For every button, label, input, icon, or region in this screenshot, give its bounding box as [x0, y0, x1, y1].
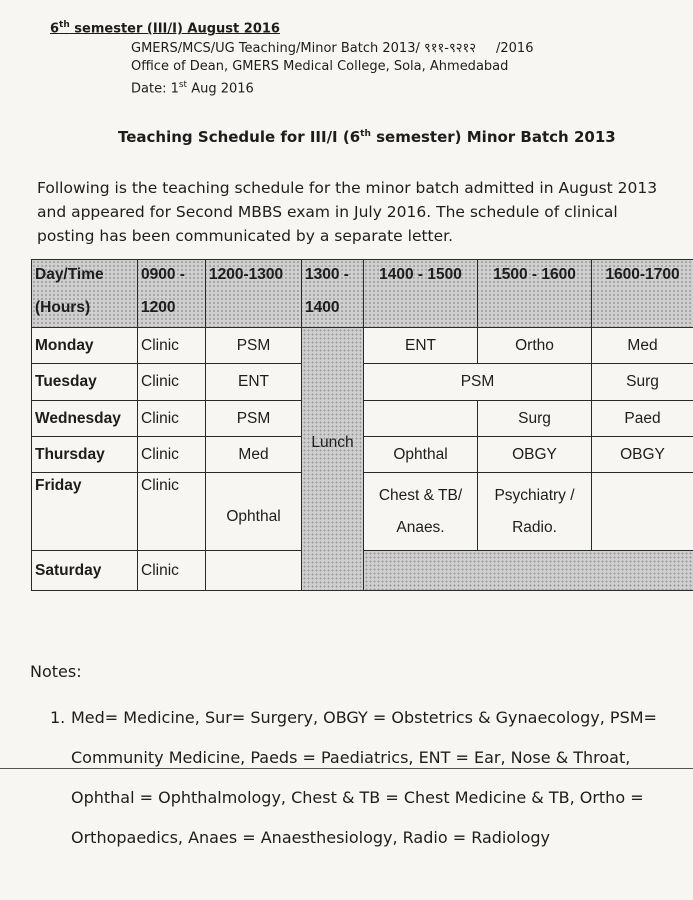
table-cell: Clinic — [138, 473, 206, 551]
header-cell: 1600-1700 — [592, 260, 693, 290]
day-cell: Wednesday — [32, 401, 138, 437]
table-cell: Ophthal — [364, 437, 478, 473]
table-cell — [592, 473, 693, 551]
divider-line — [0, 768, 693, 769]
header-cell: 1400 - 1500 — [364, 260, 478, 290]
notes-heading: Notes: — [30, 662, 82, 681]
table-cell: Paed — [592, 401, 693, 437]
intro-line: posting has been communicated by a separate letter. — [37, 227, 454, 245]
cell-line: Psychiatry / — [494, 486, 575, 504]
cell-line: Radio. — [512, 518, 557, 536]
table-row — [32, 328, 693, 364]
header-cell: 1400 — [302, 289, 364, 328]
day-cell: Friday — [32, 473, 138, 551]
table-header-row — [32, 289, 693, 328]
table-cell: Med — [206, 437, 302, 473]
table-cell-shaded — [364, 551, 693, 591]
table-cell: OBGY — [592, 437, 693, 473]
table-cell: PSM — [206, 401, 302, 437]
header-cell: (Hours) — [32, 289, 138, 328]
table-cell: Med — [592, 328, 693, 364]
table-cell: ENT — [364, 328, 478, 364]
day-cell: Tuesday — [32, 364, 138, 401]
table-cell: Clinic — [138, 364, 206, 401]
note-line: Community Medicine, Paeds = Paediatrics, ENT = Ear, Nose & Throat, — [71, 748, 631, 767]
lunch-cell — [302, 328, 364, 591]
header-cell — [478, 289, 592, 328]
office-line: Office of Dean, GMERS Medical College, Sola, Ahmedabad — [131, 59, 509, 74]
day-cell: Monday — [32, 328, 138, 364]
table-cell: Clinic — [138, 401, 206, 437]
header-cell: 1200-1300 — [206, 260, 302, 290]
header-cell: 1200 — [138, 289, 206, 328]
lunch-label: Lunch — [311, 434, 354, 451]
table-cell: PSM — [206, 328, 302, 364]
header-cell: 1500 - 1600 — [478, 260, 592, 290]
header-cell: 0900 - — [138, 260, 206, 290]
table-cell — [206, 551, 302, 591]
day-cell: Thursday — [32, 437, 138, 473]
intro-line: Following is the teaching schedule for the minor batch admitted in August 2013 — [37, 179, 658, 197]
header-cell — [592, 289, 693, 328]
table-cell: PSM — [364, 364, 592, 401]
semester-heading: 6th semester (III/I) August 2016 — [50, 20, 280, 37]
table-cell: Surg — [592, 364, 693, 401]
header-cell — [206, 289, 302, 328]
intro-paragraph — [37, 176, 687, 248]
table-cell: Clinic — [138, 437, 206, 473]
schedule-table — [31, 259, 693, 591]
table-cell — [364, 473, 478, 551]
table-header-row — [32, 260, 693, 290]
table-cell: Ophthal — [206, 473, 302, 551]
reference-number: GMERS/MCS/UG Teaching/Minor Batch 2013/ ९११-९२१२ /2016 — [131, 41, 534, 56]
note-line: Orthopaedics, Anaes = Anaesthesiology, Radio = Radiology — [71, 828, 551, 847]
table-cell: Surg — [478, 401, 592, 437]
intro-line: and appeared for Second MBBS exam in July 2016. The schedule of clinical — [37, 203, 618, 221]
document-title: Teaching Schedule for III/I (6th semester) Minor Batch 2013 — [118, 128, 616, 146]
day-cell: Saturday — [32, 551, 138, 591]
cell-line: Anaes. — [396, 518, 445, 536]
table-cell — [364, 401, 478, 437]
notes-list — [50, 698, 690, 858]
header-cell: Day/Time — [32, 260, 138, 290]
table-cell: OBGY — [478, 437, 592, 473]
note-number: 1. — [50, 708, 66, 727]
date-line: Date: 1st Aug 2016 — [131, 80, 254, 97]
table-cell: ENT — [206, 364, 302, 401]
note-line: Ophthal = Ophthalmology, Chest & TB = Chest Medicine & TB, Ortho = — [71, 788, 644, 807]
table-cell: Clinic — [138, 551, 206, 591]
note-line: Med= Medicine, Sur= Surgery, OBGY = Obstetrics & Gynaecology, PSM= — [71, 708, 657, 727]
table-cell: Clinic — [138, 328, 206, 364]
table-cell: Ortho — [478, 328, 592, 364]
table-cell — [478, 473, 592, 551]
header-cell: 1300 - — [302, 260, 364, 290]
header-cell — [364, 289, 478, 328]
cell-line: Chest & TB/ — [378, 486, 463, 504]
